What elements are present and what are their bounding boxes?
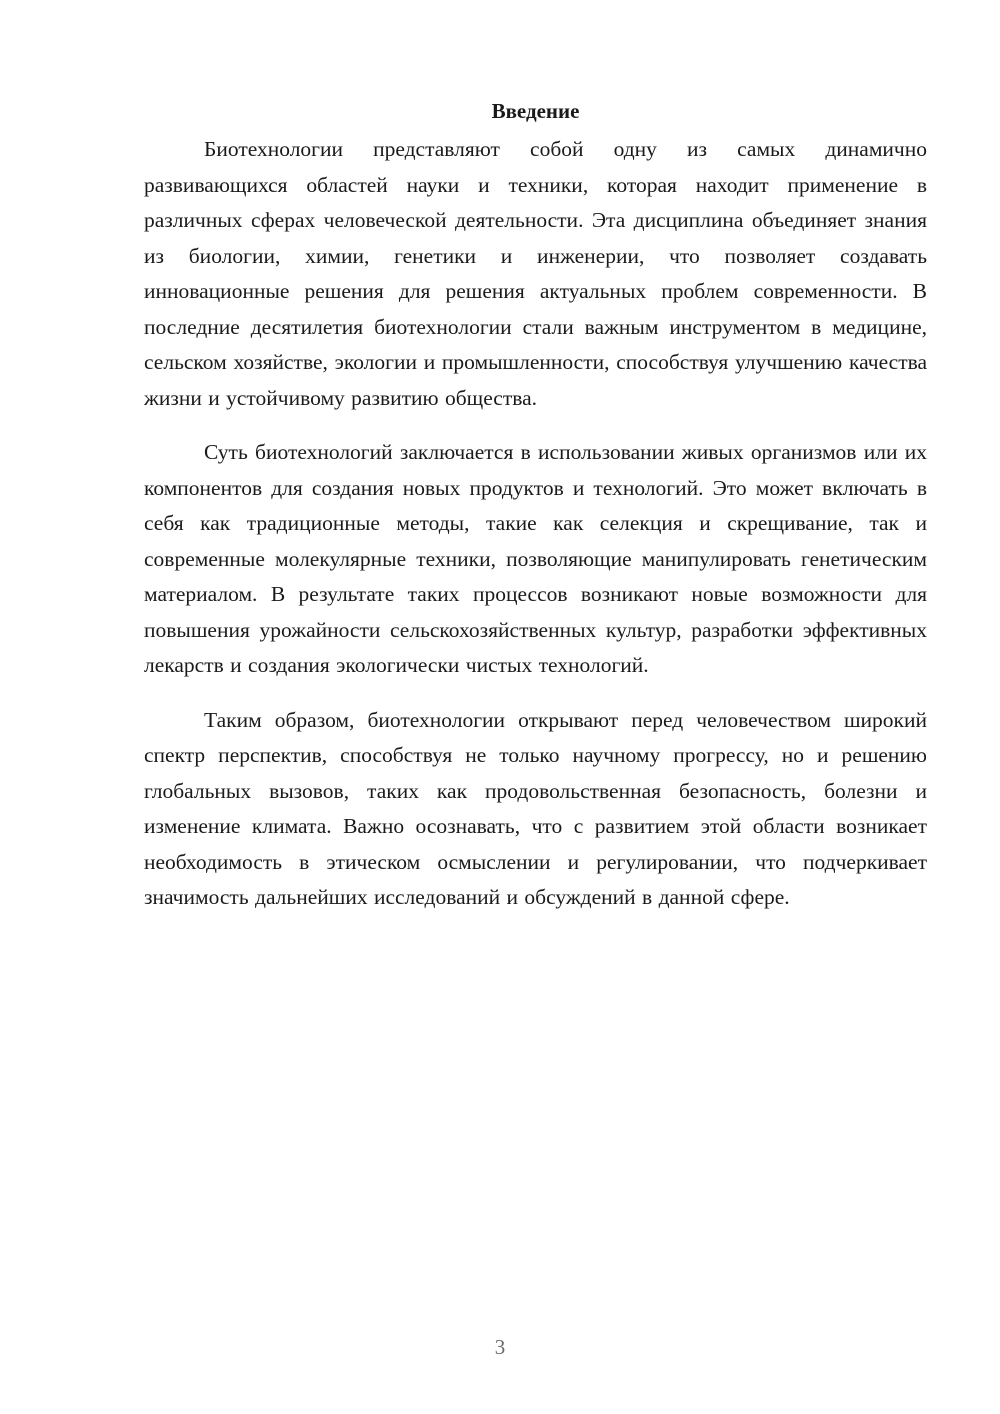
paragraph-2: Суть биотехнологий заключается в использовании живых организмов или их компонентов для создания новых продуктов и технологий. Это может включать в себя как традиционные методы, такие как селекция и скрещивание, так и современные молекулярные техники, позволяющие манипулировать генетическим материалом. В результате таких процессов возникают новые возможности для повышения урожайности сельскохозяйственных культур, разработки эффективных лекарств и создания экологически чистых технологий.: [144, 440, 927, 677]
paragraph-3: Таким образом, биотехнологии открывают перед человечеством широкий спектр перспектив, способствуя не только научному прогрессу, но и решению глобальных вызовов, таких как продовольственная безопасность, болезни и изменение климата. Важно осознавать, что с развитием этой области возникает необходимость в этическом осмыслении и регулировании, что подчеркивает значимость дальнейших исследований и обсуждений в данной сфере.: [144, 707, 927, 909]
page-content: [144, 96, 927, 935]
page-number: 3: [494, 1335, 506, 1359]
section-heading: Введение: [491, 99, 580, 123]
paragraph-1: Биотехнологии представляют собой одну из самых динамично развивающихся областей науки и техники, которая находит применение в различных сферах человеческой деятельности. Эта дисциплина объединяет знания из биологии, химии, генетики и инженерии, что позволяет создавать инновационные решения для решения актуальных проблем современности. В последние десятилетия биотехнологии стали важным инструментом в медицине, сельском хозяйстве, экологии и промышленности, способствуя улучшению качества жизни и устойчивому развитию общества.: [144, 137, 927, 410]
